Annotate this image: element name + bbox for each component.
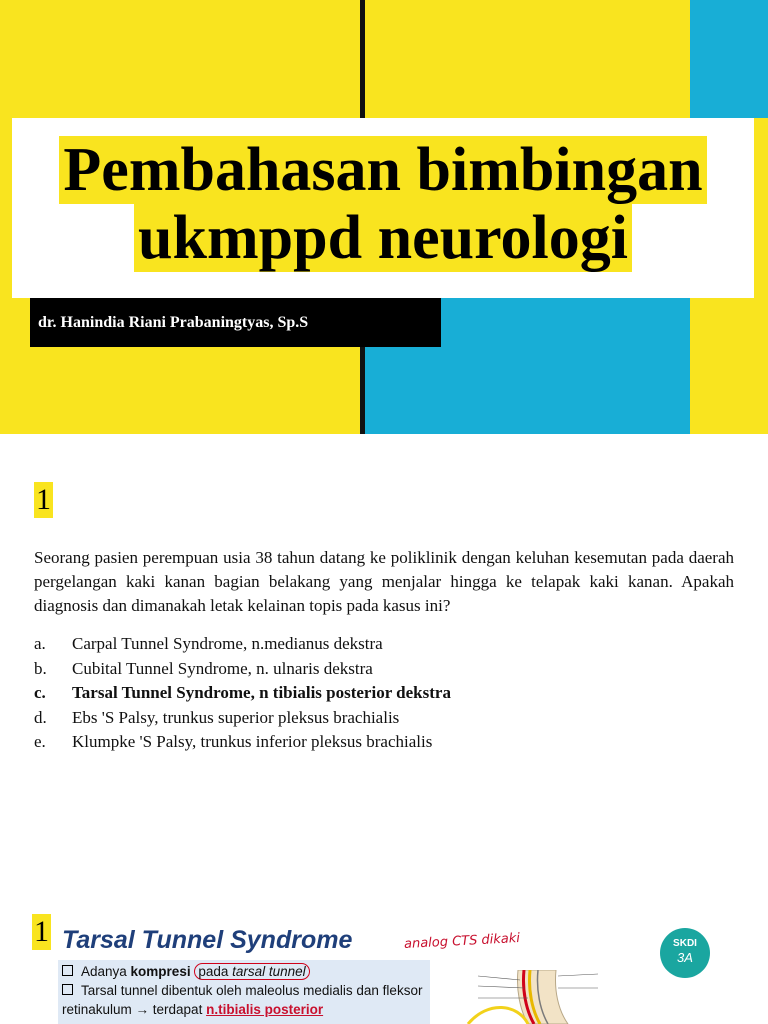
option-text: Ebs 'S Palsy, trunkus superior pleksus brachialis <box>72 707 400 727</box>
option-text: Tarsal Tunnel Syndrome, n tibialis posterior dekstra <box>72 683 451 703</box>
option-a <box>34 632 734 657</box>
cover-slide <box>0 0 768 434</box>
bullet-item-1 <box>62 962 426 981</box>
skdi-label: SKDI <box>673 938 697 949</box>
answer-options <box>34 632 734 755</box>
bullet1-pre: Adanya <box>81 964 131 979</box>
handwritten-note: analog CTS dikaki <box>403 930 521 953</box>
skdi-level: 3A <box>677 950 693 965</box>
blue-accent-block-top <box>690 0 768 118</box>
skdi-badge <box>660 928 710 978</box>
bullet-item-2 <box>62 981 426 1019</box>
circled-phrase <box>194 963 309 980</box>
discussion-slide <box>0 884 768 1024</box>
option-letter: a. <box>34 634 46 653</box>
option-e <box>34 730 734 755</box>
ankle-anatomy-illustration <box>458 970 608 1024</box>
title-panel <box>12 118 754 298</box>
question-slide <box>0 434 768 884</box>
option-text: Carpal Tunnel Syndrome, n.medianus dekstra <box>72 634 383 653</box>
discussion-number: 1 <box>34 915 49 948</box>
checkbox-bullet-icon <box>62 984 73 995</box>
option-text: Klumpke 'S Palsy, trunkus inferior pleksus brachialis <box>72 732 433 752</box>
bullet-list-box <box>58 960 430 1024</box>
bullet1-circled-pre: pada <box>198 964 233 979</box>
cover-title <box>12 136 754 272</box>
option-b <box>34 657 734 682</box>
bullet2-text: Tarsal tunnel dibentuk oleh maleolus medialis dan fleksor retinakulum → terdapat <box>62 983 423 1017</box>
question-number: 1 <box>36 483 51 516</box>
option-d <box>34 706 734 731</box>
author-bar <box>30 298 441 347</box>
bullet1-circled-italic: tarsal tunnel <box>232 964 306 979</box>
option-letter: c. <box>34 683 46 703</box>
checkbox-bullet-icon <box>62 965 73 976</box>
option-text: Cubital Tunnel Syndrome, n. ulnaris dekstra <box>72 658 373 678</box>
option-letter: b. <box>34 658 47 678</box>
question-text: Seorang pasien perempuan usia 38 tahun datang ke poliklinik dengan keluhan kesemutan pada daerah pergelangan kaki kanan bagian belakang yang menjalar hingga ke telapak kaki kanan. Apakah diagnosis dan dimanakah letak kelainan topis pada kasus ini? <box>34 548 734 615</box>
bullet2-highlight: n.tibialis posterior <box>206 1002 324 1017</box>
divider-line-top <box>360 0 365 118</box>
author-name: dr. Hanindia Riani Prabaningtyas, Sp.S <box>38 314 309 331</box>
option-letter: d. <box>34 707 47 727</box>
cover-title-line1: Pembahasan bimbingan <box>59 136 706 204</box>
bullet1-bold: kompresi <box>130 964 191 979</box>
option-c-correct <box>34 681 734 706</box>
cover-title-line2: ukmppd neurologi <box>134 204 632 272</box>
option-letter: e. <box>34 732 46 752</box>
discussion-title: Tarsal Tunnel Syndrome <box>62 926 353 954</box>
